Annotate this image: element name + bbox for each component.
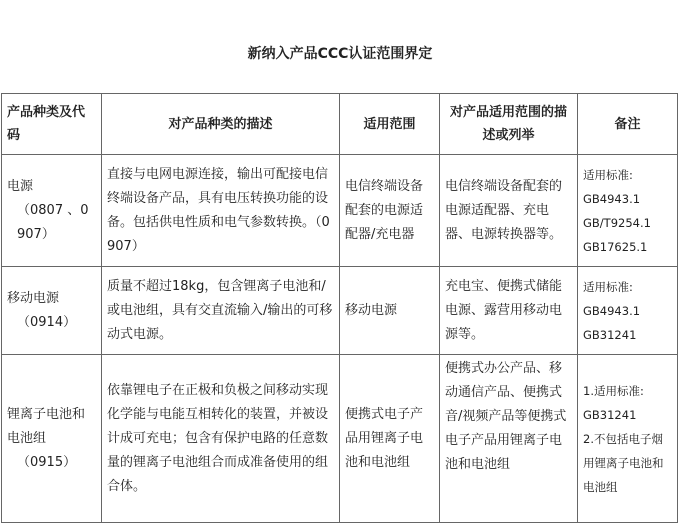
document-title: 新纳入产品CCC认证范围界定	[247, 46, 433, 62]
category-cell	[2, 355, 102, 523]
header-notes: 备注	[578, 94, 678, 155]
note-line: 2.不包括电子烟用锂离子电池和电池组	[583, 431, 664, 494]
category-code: （0915）	[17, 454, 77, 470]
scope-cell: 电信终端设备配套的电源适配器/充电器	[340, 155, 440, 267]
table-row	[2, 355, 678, 523]
notes-cell	[578, 155, 678, 267]
examples-cell: 电信终端设备配套的电源适配器、充电器、电源转换器等。	[440, 155, 578, 267]
note-line: 1.适用标准:	[583, 383, 644, 398]
category-name: 电源	[7, 178, 34, 194]
table-row	[2, 155, 678, 267]
header-scope: 适用范围	[340, 94, 440, 155]
note-line: GB31241	[583, 407, 637, 422]
scope-cell: 移动电源	[340, 267, 440, 355]
description-cell: 直接与电网电源连接，输出可配接电信终端设备产品，具有电压转换功能的设备。包括供电性质和电气参数转换。（0907）	[102, 155, 340, 267]
scope-cell: 便携式电子产品用锂离子电池和电池组	[340, 355, 440, 523]
note-line: 适用标准:	[583, 279, 633, 294]
category-cell	[2, 267, 102, 355]
notes-cell	[578, 355, 678, 523]
note-line: 适用标准:	[583, 167, 633, 182]
table-header-row	[2, 94, 678, 155]
note-line: GB4943.1	[583, 303, 641, 318]
note-line: GB31241	[583, 327, 637, 342]
table-row	[2, 267, 678, 355]
note-line: GB/T9254.1	[583, 215, 651, 230]
category-cell	[2, 155, 102, 267]
header-examples: 对产品适用范围的描述或列举	[440, 94, 578, 155]
header-category-code: 产品种类及代码	[2, 94, 102, 155]
scope-table	[1, 93, 678, 523]
header-description: 对产品种类的描述	[102, 94, 340, 155]
examples-cell: 便携式办公产品、移动通信产品、便携式音/视频产品等便携式电子产品用锂离子电池和电池组	[440, 355, 578, 523]
note-line: GB17625.1	[583, 239, 648, 254]
description-cell: 依靠锂电子在正极和负极之间移动实现化学能与电能互相转化的装置，并被设计成可充电；包含有保护电路的任意数量的锂离子电池组合而成准备使用的组合体。	[102, 355, 340, 523]
category-code: （0807 、0907）	[17, 202, 89, 242]
note-line: GB4943.1	[583, 191, 641, 206]
category-name: 锂离子电池和电池组	[7, 406, 86, 446]
category-name: 移动电源	[7, 290, 60, 306]
notes-cell	[578, 267, 678, 355]
category-code: （0914）	[17, 314, 77, 330]
description-cell: 质量不超过18kg，包含锂离子电池和/或电池组，具有交直流输入/输出的可移动式电源。	[102, 267, 340, 355]
examples-cell: 充电宝、便携式储能电源、露营用移动电源等。	[440, 267, 578, 355]
